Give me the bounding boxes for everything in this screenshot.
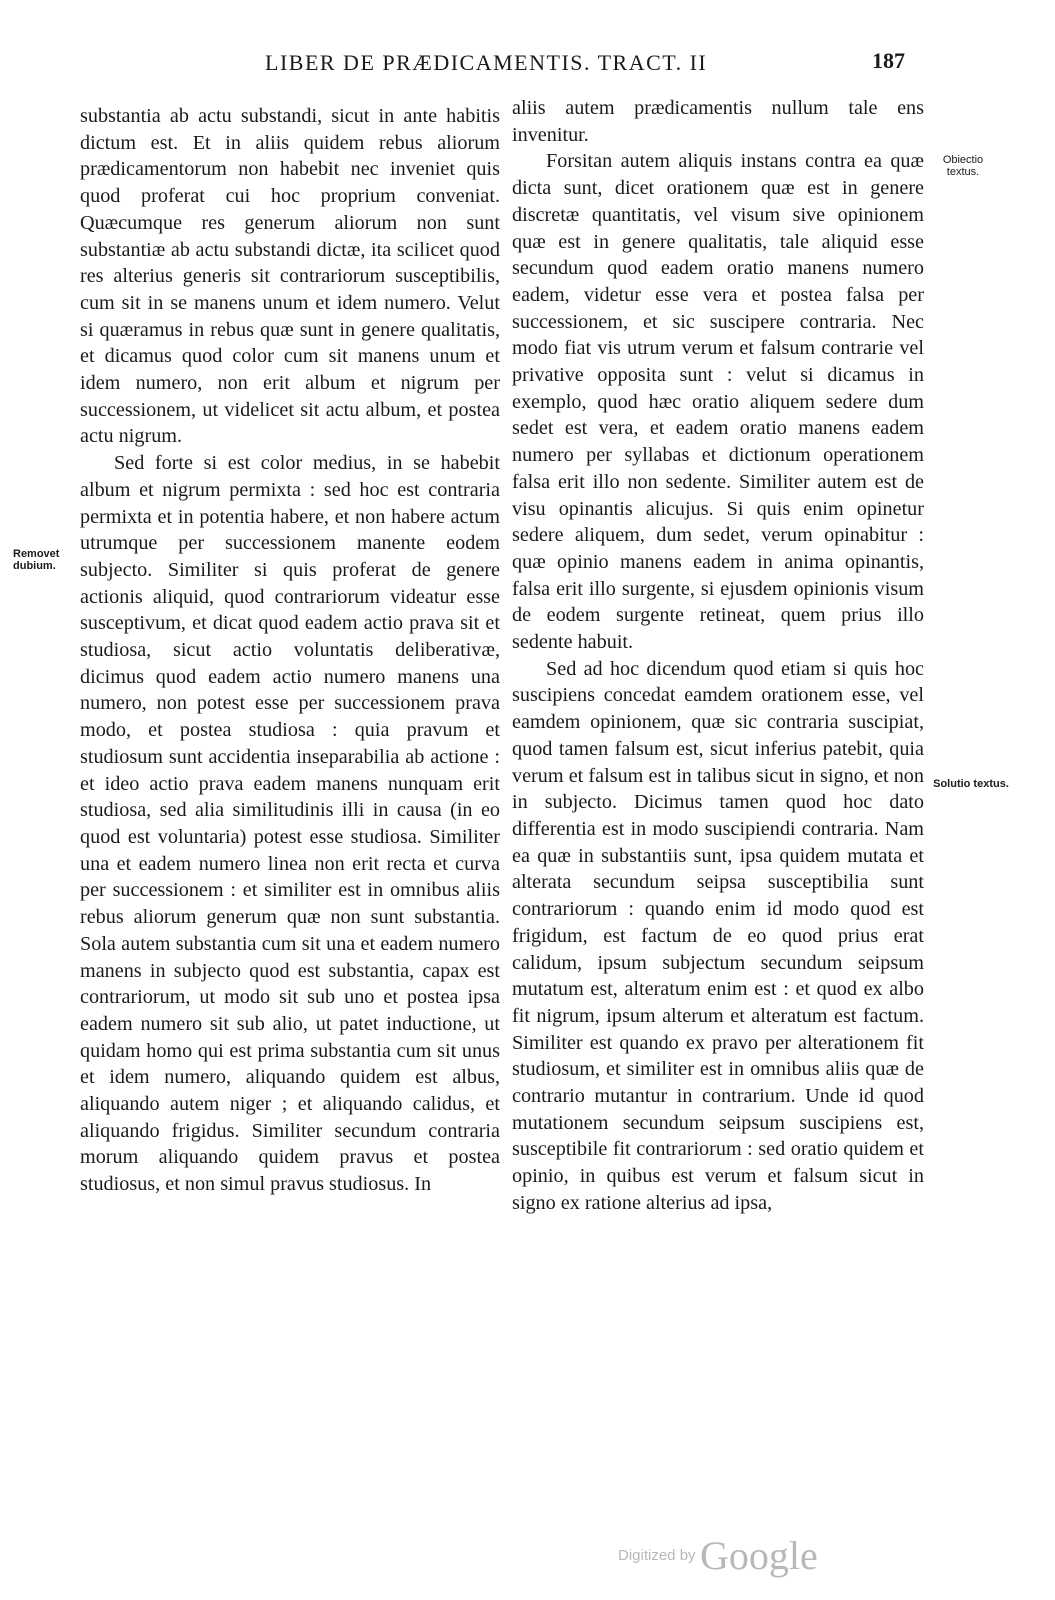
right-paragraph-3: Sed ad hoc dicendum quod etiam si quis hoc suscipiens concedat eamdem orationem esse, vel eamdem opinionem, quæ sic contraria suscipiat, quod tamen falsum est, sicut inferius patebit, quia verum et falsum est in talibus sicut in signo, et non in subjecto. Dicimus tamen quod hoc dato differentia est in modo suscipiendi contraria. Nam ea quæ in substantiis sunt, ipsa quidem mutata et alterata secundum seipsa susceptibilia sunt contrariorum : quando enim id modo quod est frigidum, est factum de eo quod prius erat calidum, ipsum subjectum secundum seipsum mutatum est, alteratum enim est : et quod ex albo fit nigrum, ipsum alterum et alteratum est factum. Similiter est quando ex pravo per alterationem fit studiosum, et similiter est in omnibus aliis quæ de contrario mutantur in contrarium. Unde id quod mutationem secundum seipsum suscipiens est, susceptibile fit contrariorum : sed oratio quidem et opinio, in quibus est verum et falsum sicut in signo ex ratione alterius ad ipsa, (512, 657, 924, 1214)
right-column (512, 95, 924, 1217)
left-paragraph-1: substantia ab actu substandi, sicut in ante habitis dictum est. Et in aliis quidem rebus aliorum prædicamentorum non habebit nec inveniet quis quod proferat cui hoc proprium conveniat. Quæcumque res generum aliorum non sunt substantiæ ab actu substandi dictæ, ita scilicet quod res alterius generis sit contrariorum susceptibilis, cum sit in se manens unum et idem numero. Velut si quæramus in rebus quæ sunt in genere qualitatis, et dicamus quod color cum sit manens unum et idem numero, non erit album et nigrum per successionem, ut videlicet sit actu album, et postea actu nigrum. (80, 105, 500, 448)
left-paragraph-2: Sed forte si est color medius, in se habebit album et nigrum permixta : sed hoc est contraria permixta et in potentia habere, et non habere actum utrumque per successionem manente eodem subjecto. Similiter si quis proferat de genere actionis aliquid, quod contrariorum videatur esse susceptivum, et dicat quod eadem actio prava sit et studiosa, sicut actio voluntatis deliberativæ, dicimus quod eadem actio numero manens una numero, non potest esse per successionem prava modo, et postea studiosa : quia pravum et studiosum sunt accidentia inseparabilia ab actione : et ideo actio prava eadem manens nunquam erit studiosa, sed alia similitudinis illi in causa (in eo quod est voluntaria) potest esse studiosa. Similiter una et eadem numero linea non erit recta et curva per successionem : et similiter est in omnibus aliis rebus aliorum generum quæ non sunt substantia. Sola autem substantia cum sit una et eadem numero manens in subjecto quod est substantia, capax est contrariorum, ut modo sit sub uno et postea ipsa eadem numero sit sub alio, ut patet inductione, ut quidam homo qui est prima substantia cum sit unus et idem numero, aliquando quidem est albus, aliquando autem niger ; et aliquando calidus, et aliquando frigidus. Similiter secundum contraria morum aliquando quidem pravus et postea studiosus, et non simul pravus studiosus. In (80, 452, 500, 1196)
right-paragraph-2: Forsitan autem aliquis instans contra ea quæ dicta sunt, dicet orationem quæ est in genere discretæ quantitatis, vel visum sive opinionem quæ est in genere qualitatis, tale aliquid esse secundum quod eadem oratio manens numero eadem, videtur esse vera et postea falsa per successionem, et sic suscipere contraria. Nec modo fiat vis utrum verum et falsum contrarie vel privative opposita sunt : velut si dicamus in exemplo, quod hæc oratio aliquem sedere dum sedet est vera, et eadem oratio manens eadem numero per syllabas et dictionum operationem falsa erit illo non sedente. Similiter autem est de visu opinantis alicujus. Si quis enim opinetur sedere aliquem, dum sedet, verum opinabitur : quæ opinio manens eadem in anima opinantis, falsa erit illo surgente, si ejusdem opinionis visum de eodem surgente retineat, quem prius illo sedente habuit. (512, 150, 924, 654)
watermark-prefix: Digitized by (618, 1547, 696, 1564)
right-paragraph-1: aliis autem prædicamentis nullum tale ens invenitur. (512, 97, 924, 146)
margin-note-removet: Removet dubium. (13, 548, 60, 572)
google-logo: Google (700, 1533, 818, 1578)
running-title: LIBER DE PRÆDICAMENTIS. TRACT. II (265, 50, 708, 75)
digitized-watermark (618, 1532, 818, 1579)
page-number: 187 (872, 48, 905, 73)
left-column (80, 103, 500, 1198)
margin-note-solutio: Solutio textus. (933, 778, 1009, 790)
margin-note-obiectio: Obiectio textus. (942, 154, 984, 178)
